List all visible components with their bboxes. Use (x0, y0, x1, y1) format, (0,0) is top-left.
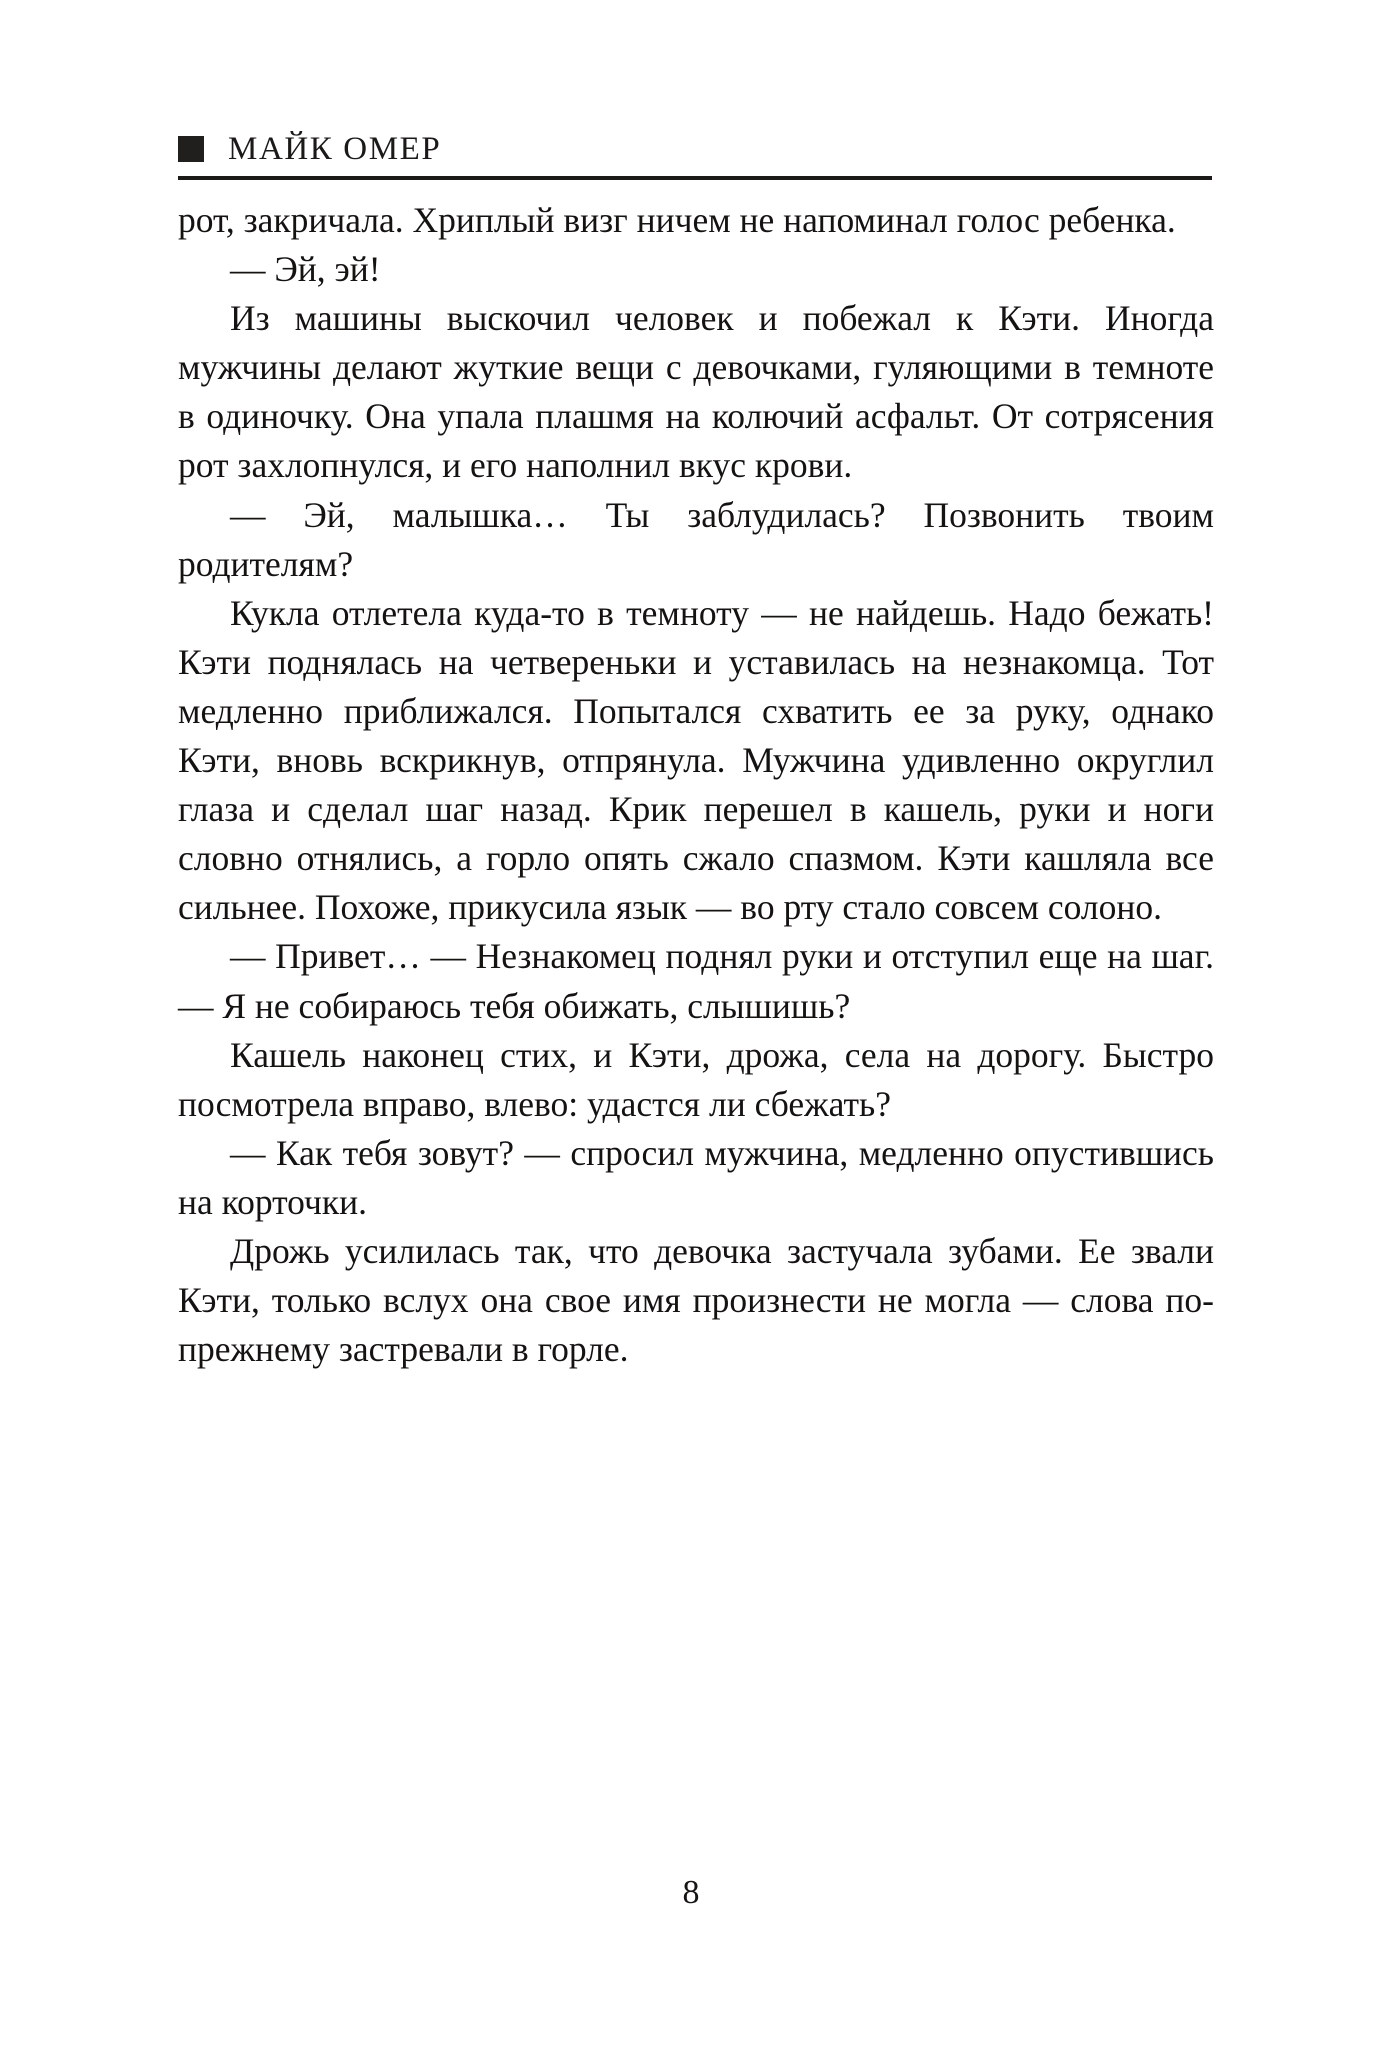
page-number: 8 (682, 1874, 700, 1911)
black-square-icon (178, 136, 204, 162)
body-text (178, 196, 1214, 1374)
paragraph: Из машины выскочил человек и побежал к Кэти. Иногда мужчины делают жуткие вещи с девочками, гуляющими в темноте в одиночку. Она упала плашмя на колючий асфальт. От сотрясения рот захлопнулся, и его наполнил вкус крови. (178, 298, 1214, 486)
paragraph: — Эй, малышка… Ты заблудилась? Позвонить твоим родителям? (178, 494, 1214, 584)
paragraph: — Привет… — Незнакомец поднял руки и отступил еще на шаг. — Я не собираюсь тебя обижать, слышишь? (178, 936, 1214, 1026)
header-divider (178, 176, 1212, 180)
paragraph: рот, закричала. Хриплый визг ничем не напоминал голос ребенка. (178, 200, 1176, 240)
running-head (178, 126, 1212, 172)
paragraph: — Эй, эй! (230, 249, 381, 290)
paragraph: — Как тебя зовут? — спросил мужчина, медленно опустившись на корточки. (178, 1132, 1214, 1222)
paragraph: Дрожь усилилась так, что девочка застучала зубами. Ее звали Кэти, только вслух она свое имя произнести не могла — слова по-прежнему застревали в горле. (178, 1230, 1214, 1370)
paragraph: Кашель наконец стих, и Кэти, дрожа, села на дорогу. Быстро посмотрела вправо, влево: удастся ли сбежать? (178, 1034, 1214, 1124)
author-name: МАЙК ОМЕР (228, 130, 442, 167)
paragraph: Кукла отлетела куда-то в темноту — не найдешь. Надо бежать! Кэти поднялась на четвереньки и уставилась на незнакомца. Тот медленно приближался. Попытался схватить ее за руку, однако Кэти, вновь вскрикнув, отпрянула. Мужчина удивленно округлил глаза и сделал шаг назад. Крик перешел в кашель, руки и ноги словно отнялись, а горло опять сжало спазмом. Кэти кашляла все сильнее. Похоже, прикусила язык — во рту стало совсем солоно. (178, 592, 1214, 928)
